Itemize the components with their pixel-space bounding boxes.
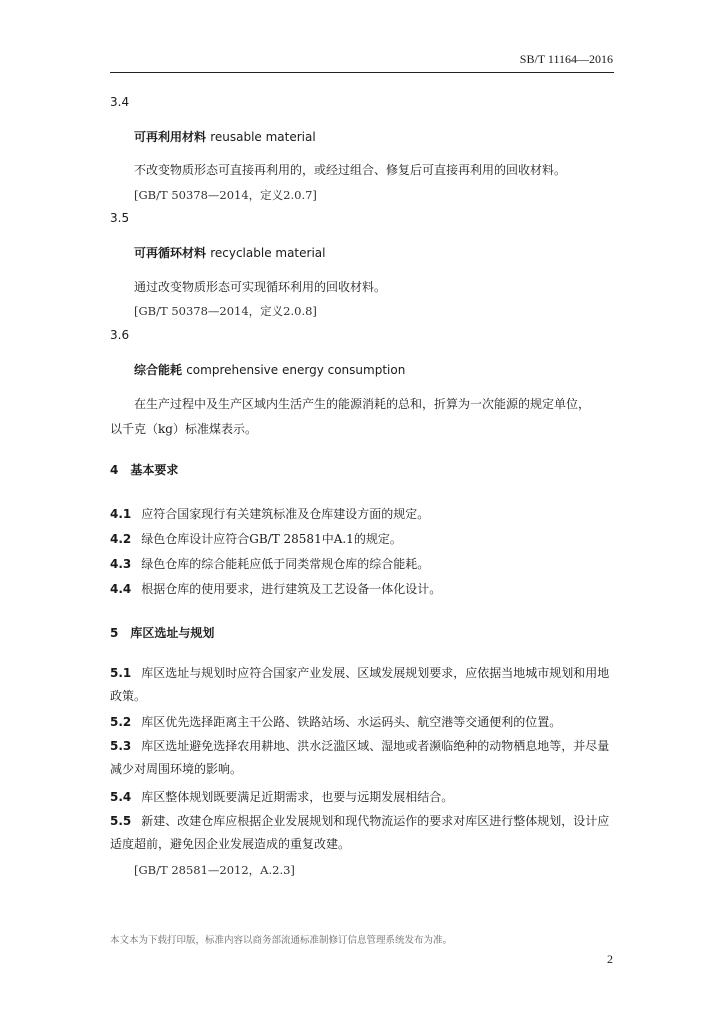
clause (110, 580, 441, 597)
page-number: 2 (607, 952, 613, 966)
clause-number: 5.2 (110, 715, 132, 729)
term-number: 3.4 (110, 95, 130, 109)
term-title (134, 128, 316, 145)
clause (110, 810, 615, 856)
clause-number: 4.2 (110, 532, 132, 546)
clause (110, 530, 402, 547)
term-title-en: reusable material (210, 130, 316, 144)
clause-text: 库区选址避免选择农用耕地、洪水泛滥区域、湿地或者濒临绝种的动物栖息地等，并尽量减少对周围环境的影响。 (110, 739, 610, 776)
clause-text: 库区整体规划既要满足近期需求，也要与远期发展相结合。 (141, 790, 454, 804)
clause-text: 根据仓库的使用要求，进行建筑及工艺设备一体化设计。 (141, 582, 442, 596)
clause (110, 788, 453, 805)
term-number: 3.6 (110, 328, 130, 342)
term-number: 3.5 (110, 211, 130, 225)
section-heading: 4 基本要求 (110, 463, 179, 477)
clause-number: 5.4 (110, 790, 132, 804)
term-source: [GB/T 50378—2014，定义2.0.8] (134, 304, 317, 318)
clause-number: 4.1 (110, 507, 132, 521)
clause-source: [GB/T 28581—2012，A.2.3] (134, 863, 295, 877)
term-title-cn: 可再利用材料 (134, 130, 207, 144)
clause-text: 应符合国家现行有关建筑标准及仓库建设方面的规定。 (141, 507, 430, 521)
download-note: 本文本为下载打印版，标准内容以商务部流通标准制修订信息管理系统发布为准。 (110, 935, 453, 946)
clause-number: 5.5 (110, 814, 132, 828)
section-heading: 5 库区选址与规划 (110, 626, 215, 640)
term-title (134, 244, 325, 261)
term-title-cn: 综合能耗 (134, 363, 183, 377)
clause (110, 555, 429, 572)
clause-number: 4.4 (110, 582, 132, 596)
term-definition: 不改变物质形态可直接再利用的，或经过组合、修复后可直接再利用的回收材料。 (134, 163, 567, 177)
term-definition-continued: 以千克（kg）标准煤表示。 (110, 422, 257, 436)
clause-text: 绿色仓库设计应符合GB/T 28581中A.1的规定。 (141, 532, 402, 546)
clause (110, 505, 429, 522)
clause-text: 绿色仓库的综合能耗应低于同类常规仓库的综合能耗。 (141, 557, 430, 571)
term-title-en: comprehensive energy consumption (186, 363, 406, 377)
term-source: [GB/T 50378—2014，定义2.0.7] (134, 188, 317, 202)
clause (110, 735, 615, 781)
term-definition: 通过改变物质形态可实现循环利用的回收材料。 (134, 280, 387, 294)
clause-text: 库区优先选择距离主干公路、铁路站场、水运码头、航空港等交通便利的位置。 (141, 715, 562, 729)
term-title (134, 361, 405, 378)
clause (110, 662, 615, 708)
term-title-en: recyclable material (210, 246, 326, 260)
document-number: SB/T 11164—2016 (519, 52, 613, 66)
clause (110, 713, 561, 730)
header-rule (110, 72, 614, 73)
clause-number: 5.3 (110, 739, 132, 753)
term-title-cn: 可再循环材料 (134, 246, 207, 260)
clause-text: 库区选址与规划时应符合国家产业发展、区域发展规划要求，应依据当地城市规划和用地政策。 (110, 666, 610, 703)
term-definition: 在生产过程中及生产区域内生活产生的能源消耗的总和，折算为一次能源的规定单位， (134, 397, 591, 411)
clause-number: 5.1 (110, 666, 132, 680)
clause-text: 新建、改建仓库应根据企业发展规划和现代物流运作的要求对库区进行整体规划，设计应适度超前，避免因企业发展造成的重复改建。 (110, 814, 610, 851)
clause-number: 4.3 (110, 557, 132, 571)
